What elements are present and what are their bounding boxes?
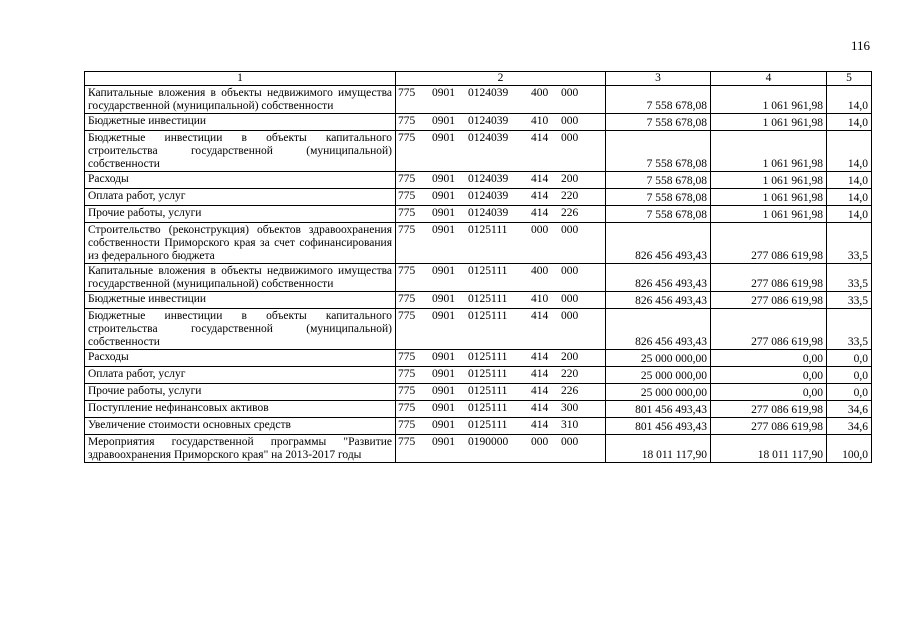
code-2: 0901 bbox=[432, 402, 455, 414]
value-col-5: 0,0 bbox=[827, 367, 872, 384]
value-col-4: 277 086 619,98 bbox=[711, 401, 827, 418]
value-col-3: 801 456 493,43 bbox=[606, 418, 711, 435]
row-codes bbox=[396, 384, 606, 401]
row-name: Увеличение стоимости основных средств bbox=[85, 418, 396, 435]
row-codes bbox=[396, 264, 606, 292]
row-codes bbox=[396, 350, 606, 367]
code-1: 775 bbox=[398, 265, 416, 277]
value-col-5: 33,5 bbox=[827, 223, 872, 264]
row-name: Расходы bbox=[85, 172, 396, 189]
code-2: 0901 bbox=[432, 87, 455, 99]
header-col-3: 3 bbox=[606, 72, 711, 86]
row-codes bbox=[396, 86, 606, 114]
code-2: 0901 bbox=[432, 224, 455, 236]
code-3: 0124039 bbox=[468, 173, 509, 185]
code-3: 0125111 bbox=[468, 402, 508, 414]
value-col-5: 14,0 bbox=[827, 86, 872, 114]
code-4: 414 bbox=[531, 402, 549, 414]
code-5: 000 bbox=[561, 115, 579, 127]
row-codes bbox=[396, 292, 606, 309]
value-col-5: 100,0 bbox=[827, 435, 872, 463]
code-4: 000 bbox=[531, 224, 549, 236]
row-name: Оплата работ, услуг bbox=[85, 367, 396, 384]
table-row bbox=[85, 223, 872, 264]
code-5: 000 bbox=[561, 310, 579, 322]
value-col-3: 25 000 000,00 bbox=[606, 350, 711, 367]
table-row bbox=[85, 367, 872, 384]
code-3: 0124039 bbox=[468, 87, 509, 99]
row-codes bbox=[396, 131, 606, 172]
value-col-5: 14,0 bbox=[827, 131, 872, 172]
value-col-4: 1 061 961,98 bbox=[711, 131, 827, 172]
value-col-3: 25 000 000,00 bbox=[606, 367, 711, 384]
value-col-5: 14,0 bbox=[827, 172, 872, 189]
code-2: 0901 bbox=[432, 310, 455, 322]
header-col-5: 5 bbox=[827, 72, 872, 86]
code-4: 400 bbox=[531, 265, 549, 277]
row-codes bbox=[396, 435, 606, 463]
code-3: 0125111 bbox=[468, 385, 508, 397]
budget-table bbox=[84, 71, 872, 463]
code-4: 414 bbox=[531, 419, 549, 431]
code-5: 200 bbox=[561, 351, 579, 363]
value-col-3: 25 000 000,00 bbox=[606, 384, 711, 401]
row-name: Мероприятия государственной программы "Развитие здравоохранения Приморского края" на 2013-2017 годы bbox=[85, 435, 396, 463]
row-codes bbox=[396, 223, 606, 264]
table-row bbox=[85, 114, 872, 131]
table-row bbox=[85, 86, 872, 114]
table-row bbox=[85, 401, 872, 418]
value-col-3: 7 558 678,08 bbox=[606, 172, 711, 189]
code-1: 775 bbox=[398, 310, 416, 322]
code-1: 775 bbox=[398, 351, 416, 363]
value-col-4: 1 061 961,98 bbox=[711, 172, 827, 189]
code-5: 000 bbox=[561, 87, 579, 99]
code-1: 775 bbox=[398, 436, 416, 448]
value-col-5: 33,5 bbox=[827, 264, 872, 292]
header-col-2: 2 bbox=[396, 72, 606, 86]
row-name: Расходы bbox=[85, 350, 396, 367]
row-name: Капитальные вложения в объекты недвижимого имущества государственной (муниципальной) собственности bbox=[85, 86, 396, 114]
code-1: 775 bbox=[398, 419, 416, 431]
code-5: 000 bbox=[561, 293, 579, 305]
code-3: 0125111 bbox=[468, 265, 508, 277]
code-3: 0124039 bbox=[468, 190, 509, 202]
row-codes bbox=[396, 206, 606, 223]
value-col-3: 826 456 493,43 bbox=[606, 292, 711, 309]
code-1: 775 bbox=[398, 368, 416, 380]
value-col-3: 7 558 678,08 bbox=[606, 206, 711, 223]
value-col-4: 1 061 961,98 bbox=[711, 189, 827, 206]
code-4: 410 bbox=[531, 115, 549, 127]
header-col-1: 1 bbox=[85, 72, 396, 86]
row-name: Капитальные вложения в объекты недвижимого имущества государственной (муниципальной) собственности bbox=[85, 264, 396, 292]
value-col-4: 0,00 bbox=[711, 367, 827, 384]
value-col-5: 33,5 bbox=[827, 309, 872, 350]
value-col-3: 826 456 493,43 bbox=[606, 264, 711, 292]
row-name: Прочие работы, услуги bbox=[85, 384, 396, 401]
value-col-5: 14,0 bbox=[827, 114, 872, 131]
code-2: 0901 bbox=[432, 132, 455, 144]
row-codes bbox=[396, 172, 606, 189]
row-codes bbox=[396, 189, 606, 206]
table-row bbox=[85, 206, 872, 223]
code-2: 0901 bbox=[432, 293, 455, 305]
row-name: Строительство (реконструкция) объектов здравоохранения собственности Приморского края за счет софинансирования из федерального бюджета bbox=[85, 223, 396, 264]
code-5: 000 bbox=[561, 265, 579, 277]
table-row bbox=[85, 309, 872, 350]
value-col-4: 277 086 619,98 bbox=[711, 418, 827, 435]
code-2: 0901 bbox=[432, 351, 455, 363]
code-1: 775 bbox=[398, 402, 416, 414]
code-2: 0901 bbox=[432, 115, 455, 127]
code-1: 775 bbox=[398, 224, 416, 236]
code-2: 0901 bbox=[432, 385, 455, 397]
value-col-4: 277 086 619,98 bbox=[711, 264, 827, 292]
page-number: 116 bbox=[850, 38, 870, 53]
row-codes bbox=[396, 114, 606, 131]
code-3: 0124039 bbox=[468, 132, 509, 144]
code-4: 414 bbox=[531, 351, 549, 363]
value-col-4: 0,00 bbox=[711, 350, 827, 367]
code-3: 0125111 bbox=[468, 419, 508, 431]
value-col-4: 18 011 117,90 bbox=[711, 435, 827, 463]
code-3: 0125111 bbox=[468, 224, 508, 236]
value-col-4: 1 061 961,98 bbox=[711, 114, 827, 131]
value-col-4: 0,00 bbox=[711, 384, 827, 401]
value-col-4: 277 086 619,98 bbox=[711, 292, 827, 309]
code-4: 414 bbox=[531, 310, 549, 322]
code-4: 414 bbox=[531, 132, 549, 144]
value-col-3: 801 456 493,43 bbox=[606, 401, 711, 418]
code-3: 0124039 bbox=[468, 115, 509, 127]
code-5: 310 bbox=[561, 419, 579, 431]
row-name: Оплата работ, услуг bbox=[85, 189, 396, 206]
row-codes bbox=[396, 367, 606, 384]
code-5: 300 bbox=[561, 402, 579, 414]
code-5: 220 bbox=[561, 190, 579, 202]
code-1: 775 bbox=[398, 207, 416, 219]
row-name: Бюджетные инвестиции в объекты капитального строительства государственной (муниципальной) собственности bbox=[85, 309, 396, 350]
code-2: 0901 bbox=[432, 207, 455, 219]
code-5: 000 bbox=[561, 224, 579, 236]
value-col-5: 14,0 bbox=[827, 189, 872, 206]
code-5: 200 bbox=[561, 173, 579, 185]
value-col-3: 18 011 117,90 bbox=[606, 435, 711, 463]
code-5: 220 bbox=[561, 368, 579, 380]
code-4: 414 bbox=[531, 385, 549, 397]
code-2: 0901 bbox=[432, 265, 455, 277]
code-3: 0125111 bbox=[468, 293, 508, 305]
code-2: 0901 bbox=[432, 190, 455, 202]
value-col-5: 14,0 bbox=[827, 206, 872, 223]
code-4: 414 bbox=[531, 368, 549, 380]
code-3: 0190000 bbox=[468, 436, 509, 448]
code-3: 0125111 bbox=[468, 368, 508, 380]
code-4: 410 bbox=[531, 293, 549, 305]
code-4: 400 bbox=[531, 87, 549, 99]
code-4: 414 bbox=[531, 207, 549, 219]
code-1: 775 bbox=[398, 87, 416, 99]
row-name: Бюджетные инвестиции bbox=[85, 114, 396, 131]
code-5: 226 bbox=[561, 385, 579, 397]
value-col-5: 34,6 bbox=[827, 418, 872, 435]
code-4: 414 bbox=[531, 190, 549, 202]
row-codes bbox=[396, 418, 606, 435]
value-col-3: 7 558 678,08 bbox=[606, 86, 711, 114]
header-col-4: 4 bbox=[711, 72, 827, 86]
table-row bbox=[85, 264, 872, 292]
code-2: 0901 bbox=[432, 368, 455, 380]
row-codes bbox=[396, 401, 606, 418]
code-4: 000 bbox=[531, 436, 549, 448]
value-col-4: 277 086 619,98 bbox=[711, 309, 827, 350]
code-5: 000 bbox=[561, 436, 579, 448]
code-3: 0125111 bbox=[468, 310, 508, 322]
code-2: 0901 bbox=[432, 419, 455, 431]
value-col-3: 826 456 493,43 bbox=[606, 309, 711, 350]
code-1: 775 bbox=[398, 173, 416, 185]
row-codes bbox=[396, 309, 606, 350]
code-3: 0125111 bbox=[468, 351, 508, 363]
code-5: 000 bbox=[561, 132, 579, 144]
table-row bbox=[85, 131, 872, 172]
value-col-3: 826 456 493,43 bbox=[606, 223, 711, 264]
code-1: 775 bbox=[398, 385, 416, 397]
code-2: 0901 bbox=[432, 173, 455, 185]
table-header-row bbox=[85, 72, 872, 86]
row-name: Поступление нефинансовых активов bbox=[85, 401, 396, 418]
table-row bbox=[85, 292, 872, 309]
table-row bbox=[85, 384, 872, 401]
value-col-5: 0,0 bbox=[827, 350, 872, 367]
code-4: 414 bbox=[531, 173, 549, 185]
value-col-5: 0,0 bbox=[827, 384, 872, 401]
value-col-4: 277 086 619,98 bbox=[711, 223, 827, 264]
code-2: 0901 bbox=[432, 436, 455, 448]
code-1: 775 bbox=[398, 190, 416, 202]
table-row bbox=[85, 435, 872, 463]
value-col-4: 1 061 961,98 bbox=[711, 206, 827, 223]
value-col-5: 34,6 bbox=[827, 401, 872, 418]
code-3: 0124039 bbox=[468, 207, 509, 219]
row-name: Прочие работы, услуги bbox=[85, 206, 396, 223]
code-5: 226 bbox=[561, 207, 579, 219]
value-col-4: 1 061 961,98 bbox=[711, 86, 827, 114]
value-col-3: 7 558 678,08 bbox=[606, 114, 711, 131]
row-name: Бюджетные инвестиции bbox=[85, 292, 396, 309]
code-1: 775 bbox=[398, 293, 416, 305]
table-row bbox=[85, 189, 872, 206]
table-row bbox=[85, 418, 872, 435]
table-row bbox=[85, 350, 872, 367]
value-col-3: 7 558 678,08 bbox=[606, 189, 711, 206]
row-name: Бюджетные инвестиции в объекты капитального строительства государственной (муниципальной) собственности bbox=[85, 131, 396, 172]
code-1: 775 bbox=[398, 115, 416, 127]
code-1: 775 bbox=[398, 132, 416, 144]
value-col-5: 33,5 bbox=[827, 292, 872, 309]
table-row bbox=[85, 172, 872, 189]
value-col-3: 7 558 678,08 bbox=[606, 131, 711, 172]
